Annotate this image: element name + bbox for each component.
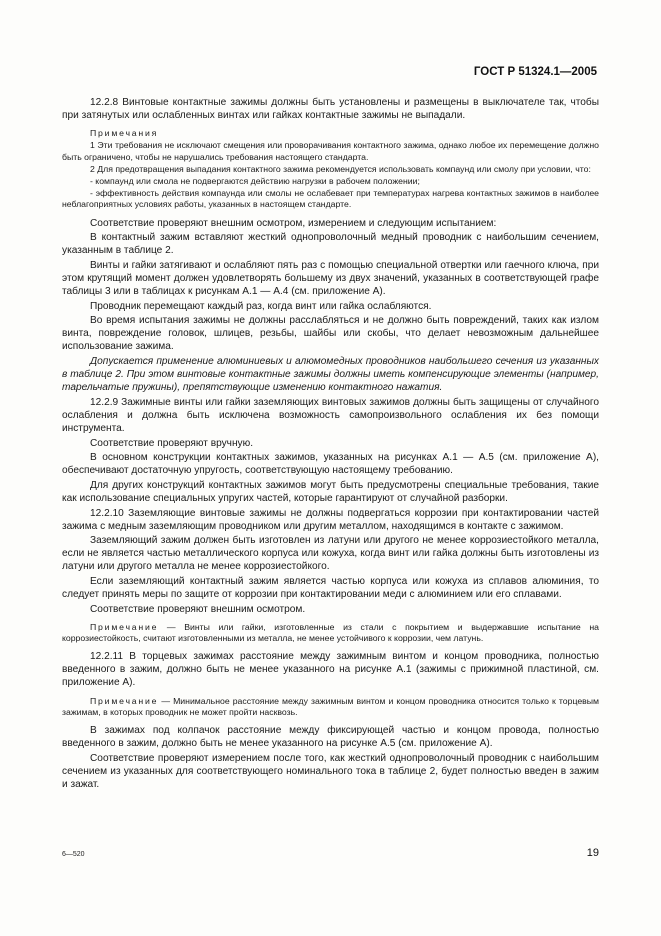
page-number: 19 <box>586 847 599 859</box>
clause-12-2-11: 12.2.11 В торцевых зажимах расстояние между зажимным винтом и концом проводника, полностью введенного в зажим, должно быть не менее указанного на рисунке А.1 (зажимы с прижимной пластиной, см. приложение А). <box>62 651 599 689</box>
note-2: 2 Для предотвращения выпадания контактного зажима рекомендуется использовать компаунд или смолу при условии, что: <box>90 163 591 174</box>
other-designs: Для других конструкций контактных зажимов могут быть предусмотрены специальные требования, такие как использование специальных упругих частей, которые гарантируют от случайной разборки. <box>62 479 599 504</box>
clamp-designs: В основном конструкции контактных зажимов, указанных на рисунках А.1 — А.5 (см. приложение А), обеспечивают достаточную упругость, соответствующую настоящему требованию. <box>62 452 599 477</box>
note-min-distance <box>62 696 599 718</box>
note-label: Примечание <box>90 621 159 632</box>
note-text: — Минимальное расстояние между зажимным винтом и концом проводника относится только к торцевым зажимам, в которых проводник не может пройти насквозь. <box>62 695 599 717</box>
note-steel-screws <box>62 622 599 644</box>
test-step-result: Во время испытания зажимы не должны расслабляться и не должно быть повреждений, таких как излом винта, повреждение головок, шлицев, резьбы, шайбы или скобы, что делает невозможным дальнейшее использование зажима. <box>62 315 599 353</box>
test-step-tighten: Винты и гайки затягивают и ослабляют пять раз с помощью специальной отвертки или гаечного ключа, при этом крутящий момент должен удовлетворять большему из двух значений, указанных в соответствующей графе таблицы 3 или в таблицах к рисункам А.1 — А.4 (см. приложение А). <box>62 259 599 298</box>
visual-check: Соответствие проверяют внешним осмотром. <box>90 603 306 615</box>
note-text: — Винты или гайки, изготовленные из стали с покрытием и выдержавшие испытание на коррозиестойкость, считают изготовленными из металла, не менее устойчивого к коррозии, чем латунь. <box>62 621 599 644</box>
clause-12-2-9: 12.2.9 Зажимные винты или гайки заземляющих винтовых зажимов должны быть защищены от случайного ослабления и должна быть исключена возможность самопроизвольного ослабления их без помощи инструмента. <box>62 396 599 435</box>
document-body <box>62 96 599 792</box>
aluminium-allowance: Допускается применение алюминиевых и алюмомедных проводников наибольшего сечения из указанных в таблице 2. При этом винтовые контактные зажимы должны иметь компенсирующие элементы (например, тарельчатые пружины), препятствующие изменению контактного нажатия. <box>62 356 599 394</box>
compliance-check: Соответствие проверяют внешним осмотром, измерением и следующим испытанием: <box>90 217 497 229</box>
clause-12-2-10: 12.2.10 Заземляющие винтовые зажимы не должны подвергаться коррозии при контактировании частей зажима с медным заземляющим проводником или другим металлом, находящимся в контакте с зажимом. <box>62 507 599 532</box>
note-label: Примечание <box>90 695 159 706</box>
aluminium-corrosion: Если заземляющий контактный зажим является частью корпуса или кожуха из сплавов алюминия, то следует принять меры по защите от коррозии при контактировании меди с алюминием или его сплавами. <box>62 576 599 601</box>
print-code: 6—520 <box>62 851 85 858</box>
note-2-item-2: - эффективность действия компаунда или смолы не ослабевает при температурах нагрева контактных зажимов в наиболее неблагоприятных условиях работы, указанных в настоящем стандарте. <box>62 188 599 210</box>
standard-header: ГОСТ Р 51324.1—2005 <box>473 66 597 78</box>
test-step-move: Проводник перемещают каждый раз, когда винт или гайка ослабляются. <box>90 300 432 312</box>
test-step-insert: В контактный зажим вставляют жесткий однопроволочный медный проводник с наибольшим сечением, указанным в таблице 2. <box>62 232 599 257</box>
earthing-material: Заземляющий зажим должен быть изготовлен из латуни или другого не менее коррозиестойкого металла, если не является частью металлического корпуса или кожуха, когда винт или гайка должны быть изготовлены из латуни или другого металла не менее коррозиестойкого. <box>62 535 599 573</box>
note-1: 1 Эти требования не исключают смещения или проворачивания контактного зажима, однако любое их перемещение должно быть ограничено, чтобы не нарушались требования настоящего стандарта. <box>62 140 599 162</box>
manual-check: Соответствие проверяют вручную. <box>90 437 254 449</box>
note-2-item-1: - компаунд или смола не подвергаются действию нагрузки в рабочем положении; <box>90 176 420 186</box>
clause-12-2-8: 12.2.8 Винтовые контактные зажимы должны быть установлены и размещены в выключателе так, чтобы при затянутых или ослабленных винтах или гайках контактные зажимы не выпадали. <box>62 97 599 122</box>
cap-clamps: В зажимах под колпачок расстояние между фиксирующей частью и концом провода, полностью введенного в зажим, должно быть не менее указанного на рисунке А.5 (см. приложение А). <box>62 724 599 750</box>
notes-heading: Примечания <box>90 128 159 139</box>
measurement-check: Соответствие проверяют измерением после того, как жесткий однопроволочный проводник с наибольшим сечением из указанных для соответствующего номинального тока в таблице 2, будет полностью введен в зажим и зажат. <box>62 752 599 790</box>
